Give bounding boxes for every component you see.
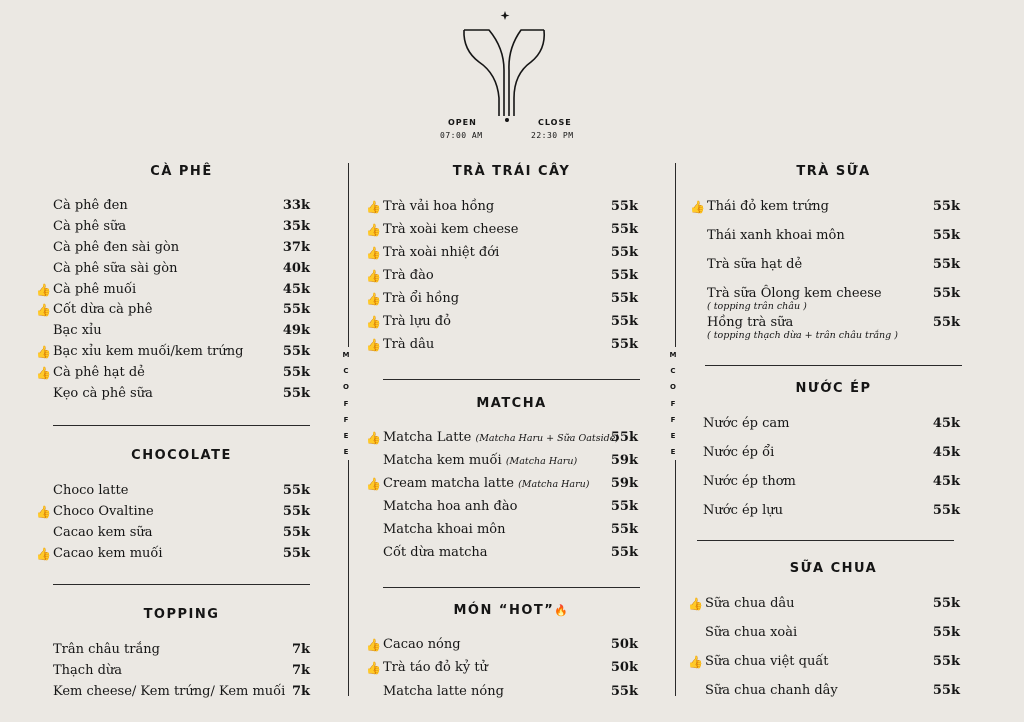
thumbs-up-icon: 👍 — [366, 200, 381, 214]
menu-item: 👍 Cà phê hạt dẻ — [36, 365, 145, 380]
item-price: 55k — [610, 522, 638, 537]
thumbs-up-icon: 👍 — [366, 269, 381, 283]
menu-item: Hồng trà sữa — [707, 315, 794, 330]
item-price: 55k — [610, 430, 638, 445]
side-coffee-text-right: M C O F F E E — [667, 347, 679, 460]
item-price: 50k — [610, 637, 638, 652]
menu-item: 👍 Trà lựu đỏ — [366, 314, 451, 329]
menu-item: Cà phê sữa sài gòn — [53, 261, 178, 276]
open-label: OPEN — [448, 118, 477, 127]
item-price: 7k — [291, 663, 310, 678]
thumbs-up-icon: 👍 — [36, 505, 51, 519]
item-subnote: ( topping thạch dừa + trân châu trắng ) — [707, 330, 898, 341]
item-price: 55k — [932, 596, 960, 611]
menu-item: Trân châu trắng — [53, 642, 160, 657]
thumbs-up-icon: 👍 — [366, 223, 381, 237]
thumbs-up-icon: 👍 — [366, 338, 381, 352]
thumbs-up-icon: 👍 — [690, 200, 705, 214]
menu-item: Thạch dừa — [53, 663, 123, 678]
thumbs-up-icon: 👍 — [36, 547, 51, 561]
open-time: 07:00 AM — [440, 131, 483, 140]
menu-item: 👍 Sữa chua dâu — [688, 596, 795, 611]
section-title-nuoc-ep: NƯỚC ÉP — [795, 381, 872, 396]
thumbs-up-icon: 👍 — [366, 315, 381, 329]
section-title-matcha: MATCHA — [476, 396, 547, 411]
menu-item: Nước ép lựu — [703, 503, 784, 518]
menu-item: Trà sữa Ôlong kem cheese — [707, 286, 882, 301]
menu-item: 👍 Trà đào — [366, 268, 434, 283]
section-title-mon-hot: MÓN “HOT”🔥 — [453, 603, 570, 618]
item-price: 55k — [282, 302, 310, 317]
item-price: 55k — [932, 315, 960, 330]
menu-item: Thái xanh khoai môn — [707, 228, 845, 243]
menu-item: Cacao kem sữa — [53, 525, 153, 540]
thumbs-up-icon: 👍 — [366, 638, 381, 652]
menu-item: 👍 Trà dâu — [366, 337, 435, 352]
menu-item: 👍 Cream matcha latte (Matcha Haru) — [366, 476, 590, 491]
section-title-ca-phe: CÀ PHÊ — [150, 164, 213, 179]
item-price: 55k — [610, 291, 638, 306]
divider-tra-trai-cay — [383, 379, 640, 380]
item-price: 55k — [610, 684, 638, 699]
item-price: 55k — [932, 228, 960, 243]
menu-item: 👍 Bạc xỉu kem muối/kem trứng — [36, 344, 244, 359]
item-price: 55k — [282, 483, 310, 498]
item-subnote: ( topping trân châu ) — [707, 301, 807, 312]
menu-item: Nước ép thơm — [703, 474, 796, 489]
menu-item: Nước ép ổi — [703, 445, 775, 460]
menu-item: 👍 Cà phê muối — [36, 282, 137, 297]
section-title-tra-trai-cay: TRÀ TRÁI CÂY — [452, 164, 571, 179]
side-coffee-text-left: M C O F F E E — [340, 347, 352, 460]
close-label: CLOSE — [538, 118, 572, 127]
item-price: 55k — [610, 314, 638, 329]
thumbs-up-icon: 👍 — [36, 303, 51, 317]
menu-item: 👍 Trà xoài nhiệt đới — [366, 245, 500, 260]
menu-item: 👍 Matcha Latte (Matcha Haru + Sữa Oatside) — [366, 430, 620, 445]
item-price: 55k — [610, 499, 638, 514]
item-price: 55k — [932, 625, 960, 640]
divider-tra-sua — [705, 365, 962, 366]
menu-item: 👍 Cacao nóng — [366, 637, 461, 652]
item-price: 45k — [932, 416, 960, 431]
item-price: 35k — [282, 219, 310, 234]
thumbs-up-icon: 👍 — [36, 283, 51, 297]
menu-item: Nước ép cam — [703, 416, 790, 431]
section-title-chocolate: CHOCOLATE — [131, 448, 232, 463]
menu-item: Matcha khoai môn — [383, 522, 506, 537]
item-price: 55k — [282, 386, 310, 401]
menu-item: Kẹo cà phê sữa — [53, 386, 153, 401]
item-price: 7k — [291, 642, 310, 657]
divider-chocolate — [53, 584, 310, 585]
menu-item: 👍 Trà vải hoa hồng — [366, 199, 495, 214]
thumbs-up-icon: 👍 — [366, 292, 381, 306]
menu-item: Kem cheese/ Kem trứng/ Kem muối — [53, 684, 286, 699]
divider-matcha — [383, 587, 640, 588]
menu-item: 👍 Thái đỏ kem trứng — [690, 199, 829, 214]
menu-item: Sữa chua chanh dây — [705, 683, 838, 698]
item-price: 55k — [932, 503, 960, 518]
menu-item: 👍 Trà xoài kem cheese — [366, 222, 519, 237]
item-price: 55k — [932, 683, 960, 698]
menu-item: 👍 Cacao kem muối — [36, 546, 163, 561]
menu-item: Sữa chua xoài — [705, 625, 798, 640]
thumbs-up-icon: 👍 — [366, 477, 381, 491]
menu-item: 👍 Choco Ovaltine — [36, 504, 154, 519]
menu-item: Matcha kem muối (Matcha Haru) — [383, 453, 578, 468]
item-price: 49k — [282, 323, 310, 338]
item-price: 55k — [610, 545, 638, 560]
menu-item: Trà sữa hạt dẻ — [707, 257, 803, 272]
thumbs-up-icon: 👍 — [688, 655, 703, 669]
item-price: 33k — [282, 198, 310, 213]
item-price: 59k — [610, 476, 638, 491]
thumbs-up-icon: 👍 — [36, 345, 51, 359]
thumbs-up-icon: 👍 — [366, 246, 381, 260]
item-price: 55k — [610, 222, 638, 237]
item-price: 40k — [282, 261, 310, 276]
thumbs-up-icon: 👍 — [366, 431, 381, 445]
thumbs-up-icon: 👍 — [688, 597, 703, 611]
item-price: 55k — [932, 199, 960, 214]
item-price: 55k — [932, 654, 960, 669]
item-price: 37k — [282, 240, 310, 255]
item-price: 55k — [610, 199, 638, 214]
item-price: 45k — [282, 282, 310, 297]
menu-item: 👍 Sữa chua việt quất — [688, 654, 829, 669]
item-price: 55k — [282, 546, 310, 561]
divider-ca-phe — [53, 425, 310, 426]
item-price: 55k — [282, 525, 310, 540]
menu-item: Cà phê sữa — [53, 219, 127, 234]
item-price: 45k — [932, 474, 960, 489]
item-price: 7k — [291, 684, 310, 699]
item-price: 55k — [610, 268, 638, 283]
menu-item: 👍 Trà táo đỏ kỷ tử — [366, 660, 488, 675]
item-price: 55k — [932, 286, 960, 301]
thumbs-up-icon: 👍 — [366, 661, 381, 675]
menu-item: 👍 Trà ổi hồng — [366, 291, 460, 306]
item-price: 55k — [282, 344, 310, 359]
menu-item: Matcha hoa anh đào — [383, 499, 518, 514]
menu-item: Cốt dừa matcha — [383, 545, 488, 560]
menu-item: Cà phê đen sài gòn — [53, 240, 180, 255]
section-title-sua-chua: SỮA CHUA — [789, 561, 878, 576]
section-title-tra-sua: TRÀ SỮA — [796, 164, 871, 179]
close-time: 22:30 PM — [531, 131, 574, 140]
menu-item: Matcha latte nóng — [383, 684, 504, 699]
logo-mark — [455, 8, 555, 118]
menu-item: Choco latte — [53, 483, 129, 498]
item-price: 55k — [282, 365, 310, 380]
fire-icon: 🔥 — [554, 604, 570, 617]
section-title-topping: TOPPING — [143, 607, 220, 622]
item-price: 45k — [932, 445, 960, 460]
item-price: 59k — [610, 453, 638, 468]
item-price: 55k — [282, 504, 310, 519]
thumbs-up-icon: 👍 — [36, 366, 51, 380]
item-price: 55k — [932, 257, 960, 272]
menu-item: Cà phê đen — [53, 198, 128, 213]
item-price: 55k — [610, 337, 638, 352]
menu-item: 👍 Cốt dừa cà phê — [36, 302, 153, 317]
item-price: 55k — [610, 245, 638, 260]
divider-nuoc-ep — [697, 540, 954, 541]
item-price: 50k — [610, 660, 638, 675]
header-dot — [505, 118, 509, 122]
menu-item: Bạc xỉu — [53, 323, 102, 338]
